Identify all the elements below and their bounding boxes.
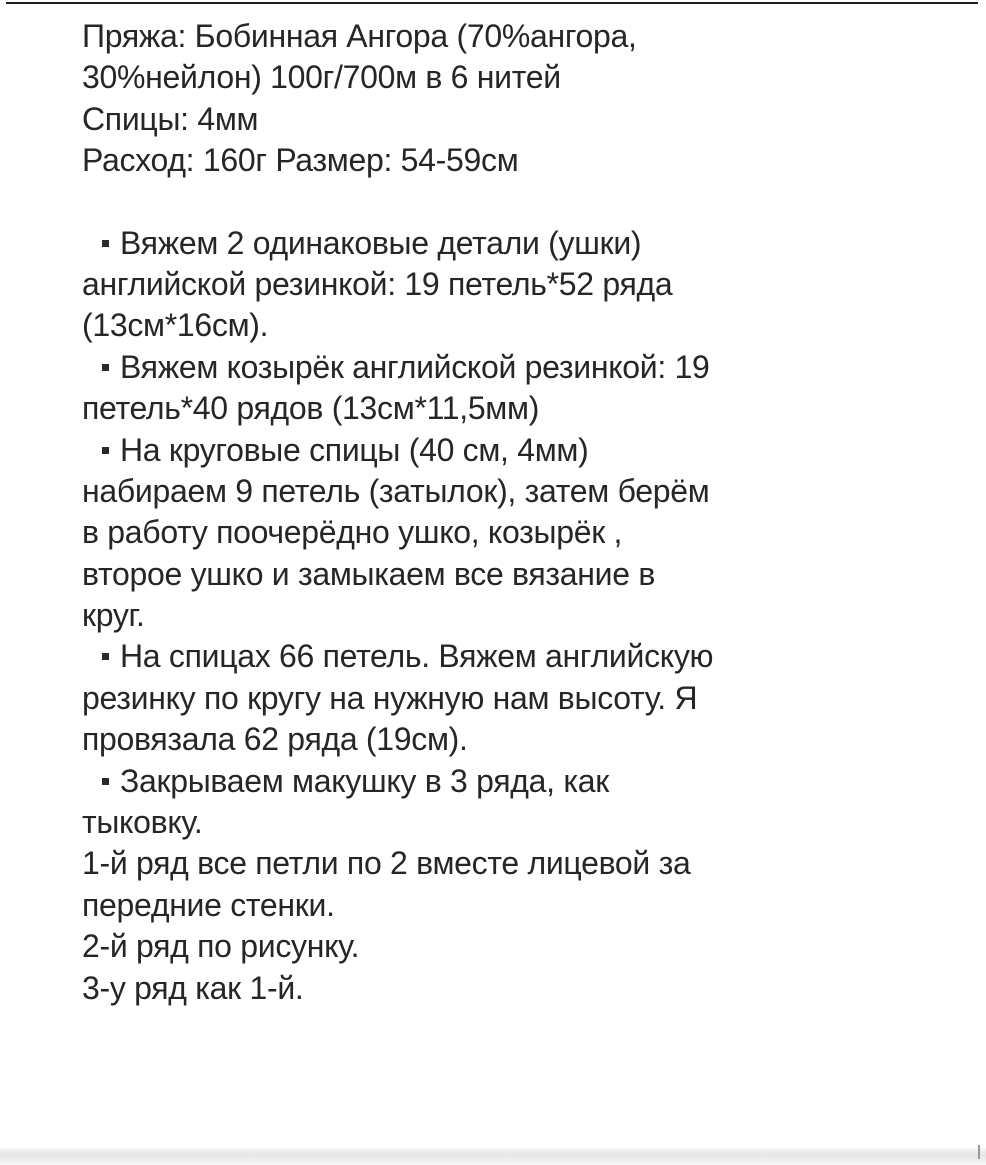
- top-divider: [6, 2, 978, 4]
- bullet-icon: [102, 653, 109, 660]
- scroll-indicator: [978, 1145, 980, 1159]
- bullet-icon: [102, 778, 109, 785]
- step-2: [82, 347, 962, 430]
- step-line: (13см*16см).: [82, 307, 269, 344]
- step-line: 1-й ряд все петли по 2 вместе лицевой за: [82, 845, 691, 882]
- pattern-text: [82, 16, 962, 1009]
- step-text: Вяжем козырёк английской резинкой: 19: [120, 348, 710, 385]
- needles-line: Спицы: 4мм: [82, 100, 259, 137]
- step-line: [82, 430, 962, 471]
- step-text: На спицах 66 петель. Вяжем английскую: [120, 638, 714, 675]
- step-5: [82, 761, 962, 1009]
- step-line: в работу поочерёдно ушко, козырёк ,: [82, 514, 623, 551]
- step-line: резинку по кругу на нужную нам высоту. Я: [82, 679, 698, 716]
- step-line: набираем 9 петель (затылок), затем берём: [82, 472, 710, 509]
- step-line: второе ушко и замыкаем все вязание в: [82, 555, 656, 592]
- bullet-icon: [102, 447, 109, 454]
- step-text: На круговые спицы (40 см, 4мм): [120, 431, 589, 468]
- step-text: Закрываем макушку в 3 ряда, как: [120, 762, 609, 799]
- consumption-size-line: Расход: 160г Размер: 54-59см: [82, 142, 519, 179]
- step-line: [82, 223, 962, 264]
- step-line: петель*40 рядов (13см*11,5мм): [82, 390, 540, 427]
- step-line: провязала 62 ряда (19см).: [82, 721, 468, 758]
- step-line: 3-у ряд как 1-й.: [82, 969, 304, 1006]
- step-4: [82, 636, 962, 760]
- step-line: 2-й ряд по рисунку.: [82, 928, 360, 965]
- step-line: [82, 636, 962, 677]
- bullet-icon: [102, 364, 109, 371]
- step-1: [82, 223, 962, 347]
- step-3: [82, 430, 962, 637]
- step-line: английской резинкой: 19 петель*52 ряда: [82, 265, 673, 302]
- step-text: Вяжем 2 одинаковые детали (ушки): [120, 224, 642, 261]
- step-line: передние стенки.: [82, 886, 335, 923]
- bottom-edge-strip: [0, 1148, 986, 1165]
- step-line: круг.: [82, 597, 145, 634]
- yarn-line: Пряжа: Бобинная Ангора (70%ангора,: [82, 18, 637, 54]
- spacer: [82, 182, 962, 223]
- step-line: тыковку.: [82, 804, 203, 841]
- pattern-header: [82, 16, 962, 182]
- yarn-line-cont: 30%нейлон) 100г/700м в 6 нитей: [82, 59, 561, 96]
- step-line: [82, 347, 962, 388]
- step-line: [82, 761, 962, 802]
- bullet-icon: [102, 240, 109, 247]
